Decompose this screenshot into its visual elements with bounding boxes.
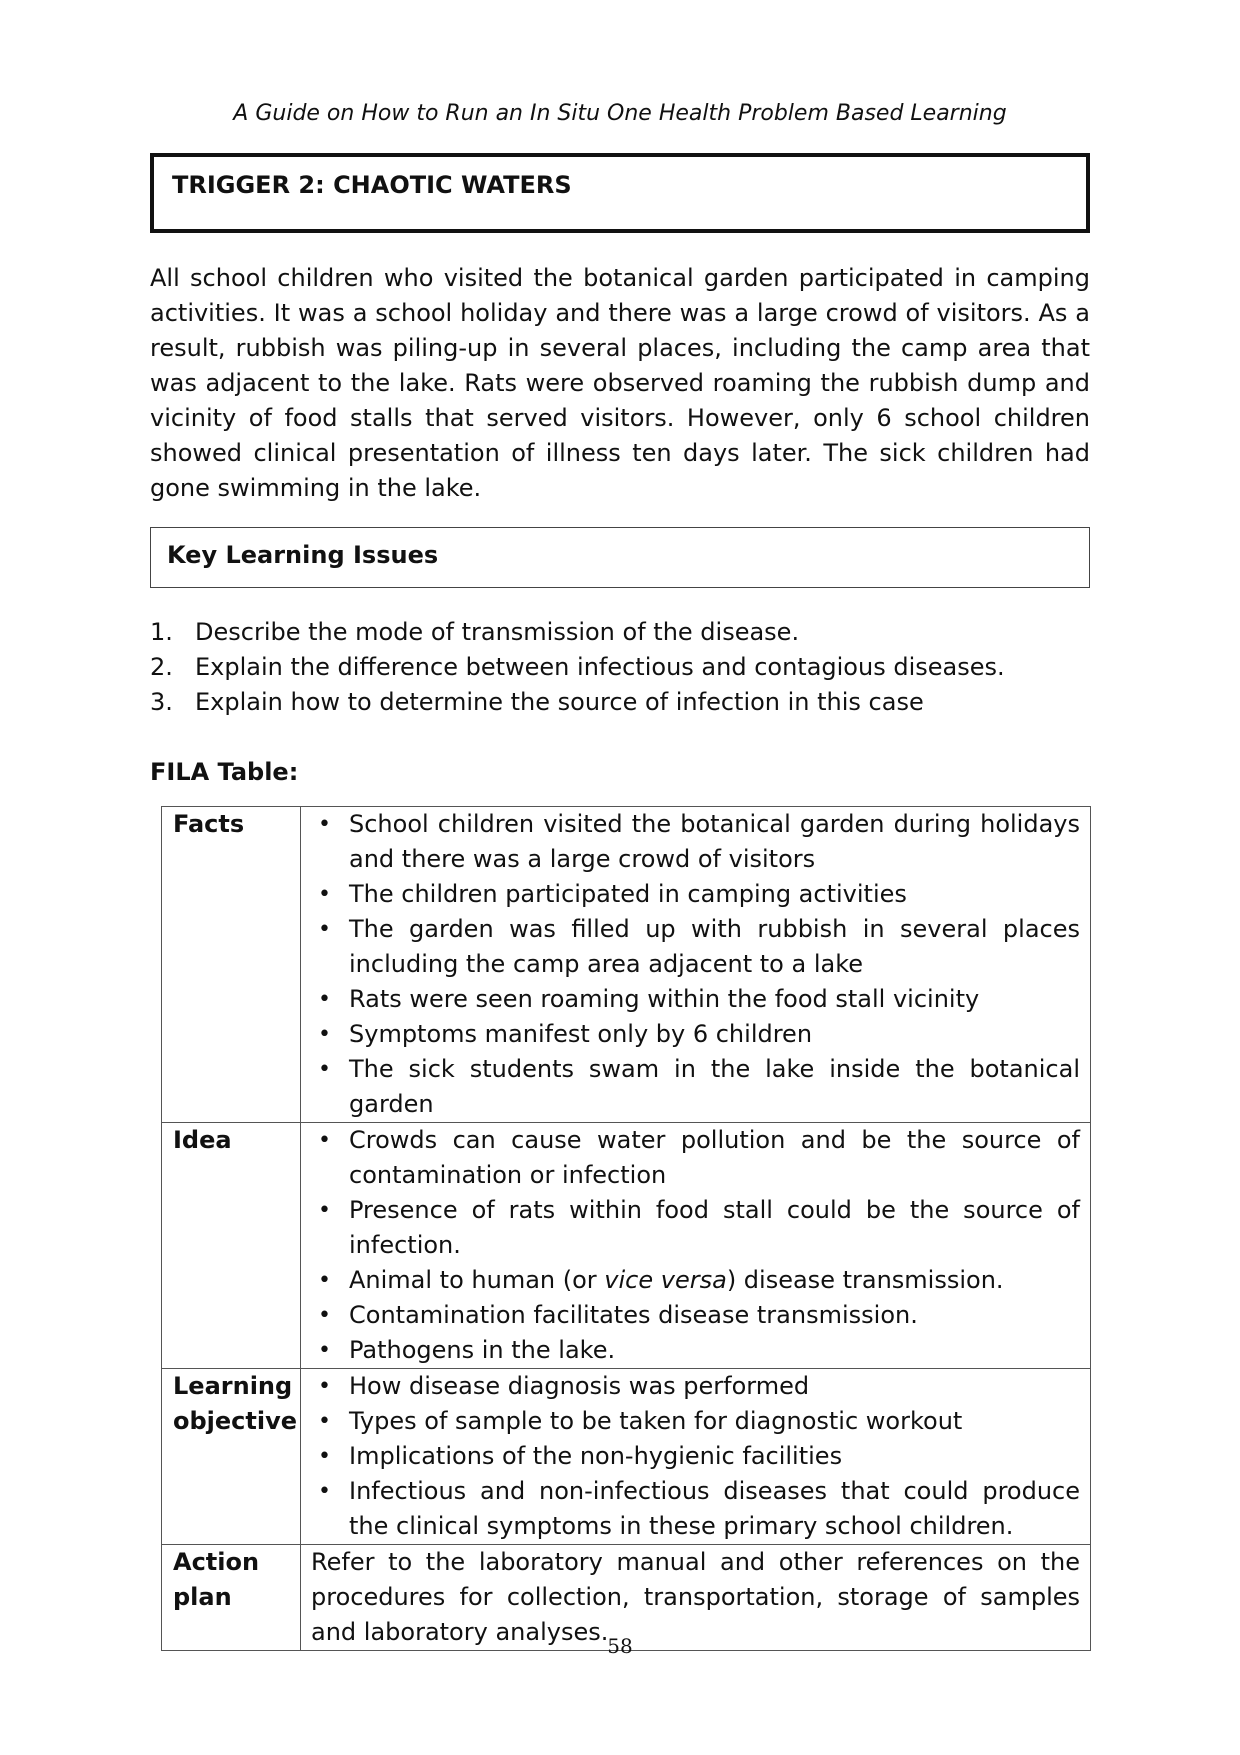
list-item-text: Animal to human (or bbox=[349, 1266, 605, 1294]
page-number: 58 bbox=[607, 1634, 633, 1658]
list-item: • The garden was filled up with rubbish in several places including the camp area adjacent to a lake bbox=[301, 912, 1080, 982]
trigger-title-box bbox=[150, 153, 1090, 233]
fila-table-heading: FILA Table: bbox=[150, 758, 299, 786]
label-line: Action bbox=[173, 1548, 260, 1576]
list-item bbox=[150, 615, 1090, 650]
list-item: • Contamination facilitates disease transmission. bbox=[301, 1298, 1080, 1333]
idea-cell bbox=[301, 1123, 1091, 1369]
label-line: plan bbox=[173, 1583, 232, 1611]
learning-objective-list bbox=[301, 1369, 1080, 1544]
learning-objective-cell bbox=[301, 1369, 1091, 1545]
label-line: Learning bbox=[173, 1372, 293, 1400]
list-item-text: Explain how to determine the source of infection in this case bbox=[195, 688, 924, 716]
row-label-learning-objective bbox=[162, 1369, 301, 1545]
row-label-idea: Idea bbox=[162, 1123, 301, 1369]
list-item: • Presence of rats within food stall could be the source of infection. bbox=[301, 1193, 1080, 1263]
list-item bbox=[150, 685, 1090, 720]
list-item: • Pathogens in the lake. bbox=[301, 1333, 1080, 1368]
list-item-text: ) disease transmission. bbox=[726, 1266, 1004, 1294]
italic-term: vice versa bbox=[604, 1266, 727, 1294]
table-row-learning-objective bbox=[162, 1369, 1091, 1545]
list-item-text: Explain the difference between infectious and contagious diseases. bbox=[195, 653, 1005, 681]
key-learning-issues-heading: Key Learning Issues bbox=[167, 541, 439, 569]
key-learning-issues-list bbox=[150, 615, 1090, 720]
list-item-number: 2. bbox=[150, 653, 173, 681]
list-item: • Crowds can cause water pollution and be the source of contamination or infection bbox=[301, 1123, 1080, 1193]
label-line: objective bbox=[173, 1407, 298, 1435]
list-item: • How disease diagnosis was performed bbox=[301, 1369, 1080, 1404]
row-label-facts: Facts bbox=[162, 807, 301, 1123]
facts-cell bbox=[301, 807, 1091, 1123]
list-item bbox=[301, 1263, 1080, 1298]
table-row-idea bbox=[162, 1123, 1091, 1369]
key-learning-issues-box bbox=[150, 527, 1090, 588]
list-item: • Rats were seen roaming within the food stall vicinity bbox=[301, 982, 1080, 1017]
action-plan-text: Refer to the laboratory manual and other references on the procedures for collection, transportation, storage of samples and laboratory analyses. bbox=[301, 1545, 1091, 1651]
list-item: • Implications of the non-hygienic facilities bbox=[301, 1439, 1080, 1474]
trigger-title: TRIGGER 2: CHAOTIC WATERS bbox=[172, 171, 572, 199]
scenario-paragraph: All school children who visited the botanical garden participated in camping activities. It was a school holiday and there was a large crowd of visitors. As a result, rubbish was piling-up in several places, including the camp area that was adjacent to the lake. Rats were observed roaming the rubbish dump and vicinity of food stalls that served visitors. However, only 6 school children showed clinical presentation of illness ten days later. The sick children had gone swimming in the lake. bbox=[150, 264, 1090, 502]
list-item-text: Describe the mode of transmission of the disease. bbox=[195, 618, 800, 646]
list-item: • The children participated in camping activities bbox=[301, 877, 1080, 912]
list-item-number: 3. bbox=[150, 688, 173, 716]
list-item: • The sick students swam in the lake inside the botanical garden bbox=[301, 1052, 1080, 1122]
idea-list bbox=[301, 1123, 1080, 1368]
list-item: • Infectious and non-infectious diseases that could produce the clinical symptoms in these primary school children. bbox=[301, 1474, 1080, 1544]
table-row-facts bbox=[162, 807, 1091, 1123]
list-item: • Symptoms manifest only by 6 children bbox=[301, 1017, 1080, 1052]
list-item: • School children visited the botanical garden during holidays and there was a large crowd of visitors bbox=[301, 807, 1080, 877]
fila-table bbox=[161, 806, 1091, 1651]
list-item: • Types of sample to be taken for diagnostic workout bbox=[301, 1404, 1080, 1439]
running-header: A Guide on How to Run an In Situ One Health Problem Based Learning bbox=[233, 101, 1007, 126]
list-item-number: 1. bbox=[150, 618, 173, 646]
facts-list bbox=[301, 807, 1080, 1122]
list-item bbox=[150, 650, 1090, 685]
